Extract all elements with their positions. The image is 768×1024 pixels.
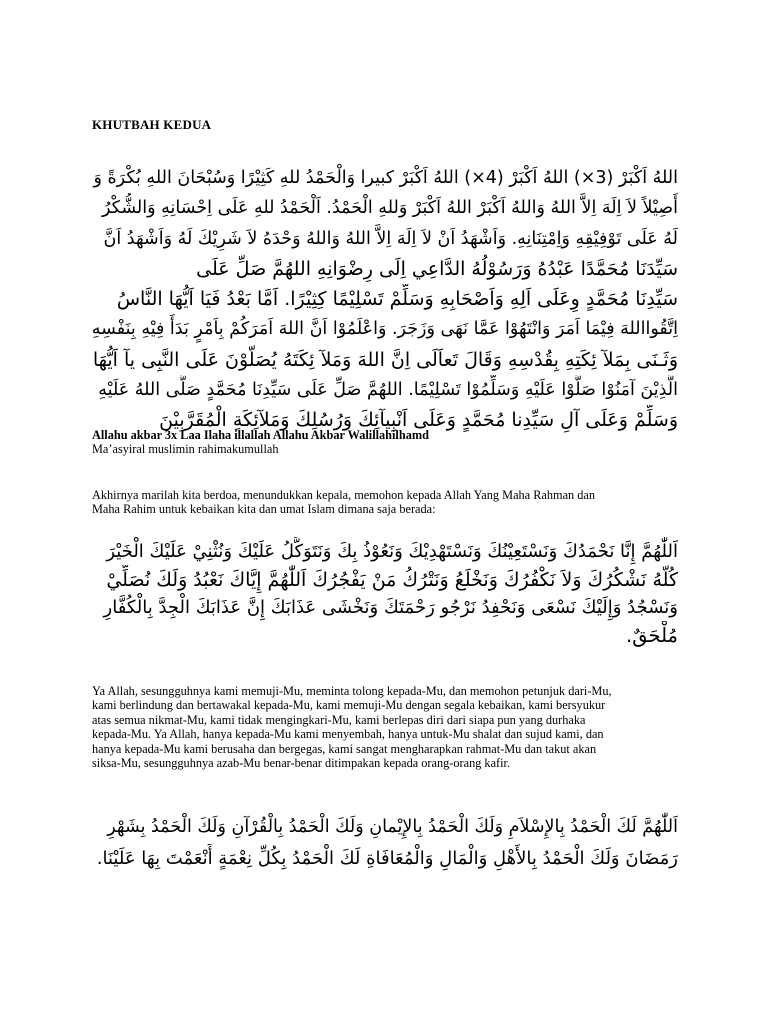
arabic-line: وَسَلِّمْ وَعَلَى آلِ سَيِّدِنا مُحَمَّدٍ وَعَلَى اَنْبِيآئِكَ وَرُسُلِكَ وَمَلآئِكَةِ الْمُقَرَّبِيْنَ (159, 409, 678, 432)
paragraph-line: Maha Rahim untuk kebaikan kita dan umat Islam dimana saja berada: (92, 502, 436, 517)
arabic-line: سَيِّدَنَا مُحَمَّدًا عَبْدُهُ وَرَسُوْلُهُ الدَّاعِي اِلَى رِضْوَانِهِ اللهُمَّ صَلِّ عَلَى (196, 257, 678, 280)
document-page (92, 0, 678, 1024)
paragraph-line: kami berlindung dan bertawakal kepada-Mu, kami memuji-Mu dengan segala kebaikan, kami bersyukur (92, 698, 606, 713)
arabic-praise-prayer (92, 812, 678, 876)
paragraph-line: Ya Allah, sesungguhnya kami memuji-Mu, meminta tolong kepada-Mu, dan memohon petunjuk dari-Mu, (92, 684, 612, 698)
arabic-line: اَللّٰهُمَّ لَكَ الْحَمْدُ بِالإِسْلاَمِ وَلَكَ الْحَمْدُ بِالإِيْمانِ وَلَكَ الْحَمْدُ بِالْقُرْآنِ وَلَكَ الْحَمْدُ بِشَهْرِ (107, 817, 678, 837)
paragraph-line: kepada-Mu. Ya Allah, hanya kepada-Mu kami menyembah, hanya untuk-Mu shalat dan sujud kami, dan (92, 727, 604, 742)
congregation-greeting: Ma’asyiral muslimin rahimakumullah (92, 442, 279, 456)
paragraph-line: Akhirnya marilah kita berdoa, menundukkan kepala, memohon kepada Allah Yang Maha Rahman dan (92, 488, 596, 502)
arabic-line: وَثَـنَى بِمَلآ ئِكَتِهِ بِقُدْسِهِ وَقَالَ تَعاَلَى اِنَّ اللهَ وَمَلآ ئِكَتَهُ يُصَلُّوْنَ عَلَى النَّبِى يآ اَيُّهَا (92, 348, 678, 371)
arabic-line: مُلْحَقٌ. (626, 624, 678, 647)
arabic-line: وَنَسْجُدُ وَإِلَيْكَ نَسْعَى وَنَحْفِدُ نَرْجُو رَحْمَتَكَ وَنَخْشَى عَذَابَكَ إِنَّ عَذَابَكَ الْجِدَّ بِالْكُفَّارِ (103, 597, 678, 618)
paragraph-line: hanya kepada-Mu kami berusaha dan bergegas, kami sangat mengharapkan rahmat-Mu dan takut akan (92, 741, 597, 756)
arabic-line: أَصِيْلاً لاَ اِلَهَ اِلاَّ اللهُ وَاللهُ اَكْبَرْ اللهُ اَكْبَرْ وَللهِ الْحَمْدُ. اَلْحَمْدُ للهِ عَلَى اِحْسَانِهِ وَالشُّكْرُ (102, 198, 678, 219)
arabic-line: الَّذِيْنَ آمَنُوْا صَلُّوْا عَلَيْهِ وَسَلِّمُوْا تَسْلِيْمًا. اللهُمَّ صَلِّ عَلَى سَيِّدِنَا مُحَمَّدٍ صَلَّى اللهُ عَلَيْهِ (98, 380, 678, 401)
arabic-line: سَيِّدِنَا مُحَمَّدٍ وِعَلَى اَلِهِ وَاَصْحَابِهِ وَسَلِّمْ تَسْلِيْمًا كِثِيْرًا. اَمَّا بَعْدُ فَيَا اَيُّهَا النَّاسُ (116, 288, 678, 311)
arabic-line: لَهُ عَلَى تَوْفِيْقِهِ وَاِمْتِنَانِهِ. وَاَشْهَدُ اَنْ لاَ اِلَهَ اِلاَّ اللهُ وَاللهُ وَحْدَهُ لاَ شَرِيْكَ لَهُ وَاَشْهَدُ اَنَّ (103, 228, 678, 249)
paragraph-line: siksa-Mu, sesungguhnya azab-Mu benar-benar ditimpakan kepada orang-orang kafir. (92, 756, 511, 771)
arabic-line: كُلَّهُ نَشْكُرُكَ وَلاَ نَكْفُرُكَ وَنَخْلَعُ وَنَتْرُكُ مَنْ يَفْجُرُكَ اَللّٰهُمَّ إِيَّاكَ نَعْبُدُ وَلَكَ نُصَلِّيْ (106, 569, 678, 591)
arabic-opening-takbir (92, 163, 678, 436)
paragraph-line: atas semua nikmat-Mu, kami tidak mengingkari-Mu, kami berlepas diri dari siapa pun yang durhaka (92, 712, 586, 727)
arabic-line: رَمَضَانَ وَلَكَ الْحَمْدُ بِالأَهْلِ وَالْمَالِ وَالْمُعَافَاةِ لَكَ الْحَمْدُ بِكُلِّ نِعْمَةٍ أَنْعَمْتَ بِهَا عَلَيْنَا. (96, 848, 678, 869)
page-heading: KHUTBAH KEDUA (92, 117, 212, 132)
prayer-translation (92, 684, 678, 770)
arabic-line: اِتَّقُوااللهَ فِيْمَا اَمَرَ وَانْتَهُوْا عَمَّا نَهَى وَزَجَرَ. وَاعْلَمُوْا اَنَّ اللهَ اَمَرَكُمْ بِاَمْرٍ بَدَأَ فِيْهِ بِنَفْسِهِ (92, 319, 678, 340)
arabic-qunut-prayer (92, 537, 678, 649)
prayer-introduction (92, 488, 678, 517)
arabic-line: اللهُ اَكْبَرْ (3×) اللهُ اَكْبَرْ (4×) اللهُ اَكْبَرْ كبيرا وَالْحَمْدُ للهِ كَثِيْرًا وَسُبْحَانَ اللهِ بُكْرَةً وَ (93, 168, 678, 188)
transliteration-summary: Allahu akbar 3x Laa Ilaha illallah Allahu Akbar Walillahilhamd (92, 428, 429, 442)
arabic-line: اَللّٰهُمَّ إِنَّا نَحْمَدُكَ وَنَسْتَعِيْنُكَ وَنَسْتَهْدِيْكَ وَنَعُوْذُ بِكَ وَنَتَوَكَّلُ عَلَيْكَ وَنُثْنِيْ عَلَيْكَ الْخَيْرَ (106, 541, 678, 562)
